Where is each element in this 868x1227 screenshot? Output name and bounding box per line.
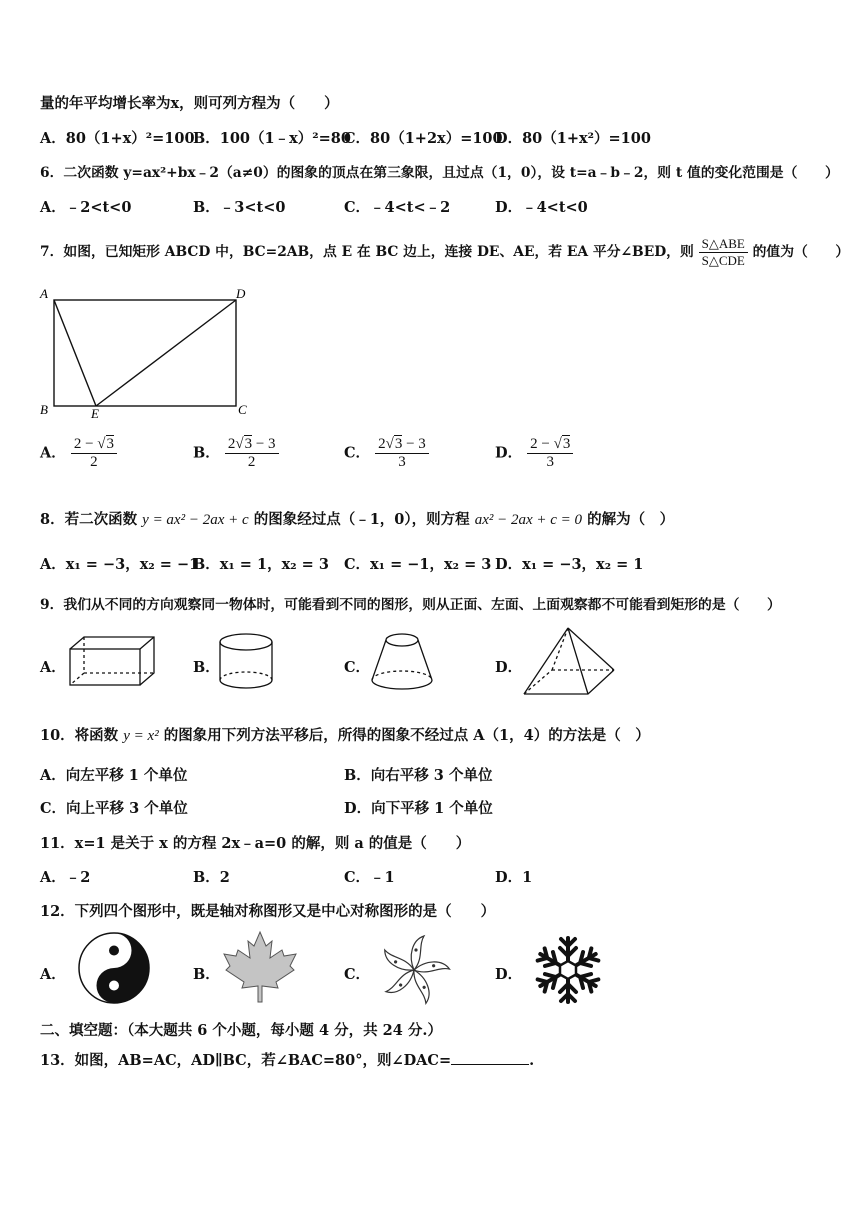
q13-end: . <box>529 1052 535 1069</box>
rectangle-abcd-figure <box>38 284 258 420</box>
cylinder-icon <box>216 630 276 692</box>
segment-ae <box>54 300 96 406</box>
cuboid-icon <box>66 633 158 689</box>
q11-option-b: B．2 <box>193 869 230 886</box>
bauhinia-flower-icon <box>372 930 456 1008</box>
q7-option-c-label: C． <box>344 444 371 462</box>
q8-option-b: B．x₁ = 1，x₂ = 3 <box>193 556 329 573</box>
q6-option-b: B．﹣3<t<0 <box>193 199 286 216</box>
q6-option-a: A．﹣2<t<0 <box>40 199 132 216</box>
q7-option-b <box>193 436 279 471</box>
q11-stem: 11．x=1 是关于 x 的方程 2x﹣a=0 的解，则 a 的值是（ ） <box>40 835 471 852</box>
q10-option-c: C．向上平移 3 个单位 <box>40 800 188 817</box>
q7-ratio-numerator: S△ABE <box>699 236 748 253</box>
q11-option-a: A．﹣2 <box>40 869 91 886</box>
q12-option-a-label: A． <box>40 966 66 983</box>
label-a: A <box>40 286 48 301</box>
q10-option-b: B．向右平移 3 个单位 <box>344 767 493 784</box>
q7-option-b-label: B． <box>193 444 220 462</box>
q13-answer-blank[interactable] <box>451 1052 529 1065</box>
pyramid-icon <box>518 624 618 698</box>
q12-option-c-label: C． <box>344 966 371 983</box>
frustum-icon <box>368 630 436 692</box>
q10-function: y = x² <box>123 728 159 744</box>
q9-option-b-label: B． <box>193 659 220 676</box>
q7-stem: 7．如图，已知矩形 ABCD 中，BC=2AB，点 E 在 BC 边上，连接 DE、AE，若 EA 平分∠BED，则 <box>40 244 694 260</box>
q5-stem: 量的年平均增长率为x，则可列方程为（ ） <box>40 95 339 112</box>
q5-option-d: D．80（1+x²）=100 <box>495 130 651 147</box>
q8-option-a: A．x₁ = −3，x₂ = −1 <box>40 556 200 573</box>
q6-stem: 6．二次函数 y=ax²+bx﹣2（a≠0）的图象的顶点在第三象限，且过点（1，0），设 t=a﹣b﹣2，则 t 值的变化范围是（ ） <box>40 165 839 181</box>
q11-option-d: D．1 <box>495 869 533 886</box>
q8-stem-line <box>40 508 674 529</box>
q10-option-d: D．向下平移 1 个单位 <box>344 800 493 817</box>
q9-option-a-label: A． <box>40 659 66 676</box>
q8-stem-3: 的解为（ ） <box>587 511 675 528</box>
q7-option-d-fraction: $\frac{2 - √3}{3}$ <box>527 436 573 471</box>
q10-stem-2: 的图象用下列方法平移后，所得的图象不经过点 A（1，4）的方法是（ ） <box>163 727 650 744</box>
q7-option-d <box>495 436 573 471</box>
q5-option-c: C．80（1+2x）=100 <box>344 130 503 147</box>
q5-option-b: B．100（1﹣x）²=80 <box>193 130 351 147</box>
q9-stem: 9．我们从不同的方向观察同一物体时，可能看到不同的图形，则从正面、左面、上面观察都不可能看到矩形的是（ ） <box>40 597 781 613</box>
q7-option-a-fraction: $\frac{2 - √3}{2}$ <box>71 436 117 471</box>
rectangle-abcd <box>54 300 236 406</box>
q8-option-d: D．x₁ = −3，x₂ = 1 <box>495 556 644 573</box>
q7-option-b-fraction: $\frac{2√3 - 3}{2}$ <box>225 436 279 471</box>
q8-option-c: C．x₁ = −1，x₂ = 3 <box>344 556 492 573</box>
q6-option-d: D．﹣4<t<0 <box>495 199 588 216</box>
q7-option-d-label: D． <box>495 444 523 462</box>
q13-stem: 13．如图，AB=AC，AD∥BC，若∠BAC=80°，则∠DAC= <box>40 1052 452 1069</box>
section-2-title: 二、填空题：（本大题共 6 个小题，每小题 4 分，共 24 分.） <box>40 1022 442 1039</box>
q12-option-b-label: B． <box>193 966 220 983</box>
q5-option-a: A．80（1+x）²=100 <box>40 130 195 147</box>
q9-option-c-label: C． <box>344 659 371 676</box>
q12-stem: 12．下列四个图形中，既是轴对称图形又是中心对称图形的是（ ） <box>40 903 496 920</box>
label-d: D <box>236 286 246 301</box>
label-c: C <box>238 402 247 417</box>
snowflake-icon <box>528 932 608 1008</box>
q7-ratio-denominator: S△CDE <box>701 253 745 268</box>
label-e: E <box>91 406 99 420</box>
q7-option-a-label: A． <box>40 444 66 462</box>
q12-option-d-label: D． <box>495 966 523 983</box>
q10-stem-line <box>40 724 650 745</box>
yin-yang-icon <box>74 930 154 1006</box>
q13-line <box>40 1049 534 1070</box>
label-b: B <box>40 402 48 417</box>
q10-option-a: A．向左平移 1 个单位 <box>40 767 188 784</box>
q7-area-ratio <box>699 236 748 269</box>
q10-stem-1: 10．将函数 <box>40 727 119 744</box>
maple-leaf-icon <box>220 928 300 1006</box>
segment-de <box>96 300 236 406</box>
q7-option-a <box>40 436 117 471</box>
q6-option-c: C．﹣4<t<﹣2 <box>344 199 451 216</box>
q8-stem-2: 的图象经过点（﹣1，0），则方程 <box>253 511 470 528</box>
q8-stem-1: 8．若二次函数 <box>40 511 138 528</box>
q8-equation: ax² − 2ax + c = 0 <box>474 512 583 528</box>
q8-function: y = ax² − 2ax + c <box>142 512 249 528</box>
q7-option-c <box>344 436 429 471</box>
q7-stem-end: 的值为（ ） <box>752 244 850 260</box>
q11-option-c: C．﹣1 <box>344 869 395 886</box>
q7-option-c-fraction: $\frac{2√3 - 3}{3}$ <box>375 436 429 471</box>
q9-option-d-label: D． <box>495 659 523 676</box>
q7-stem-line <box>40 236 849 269</box>
